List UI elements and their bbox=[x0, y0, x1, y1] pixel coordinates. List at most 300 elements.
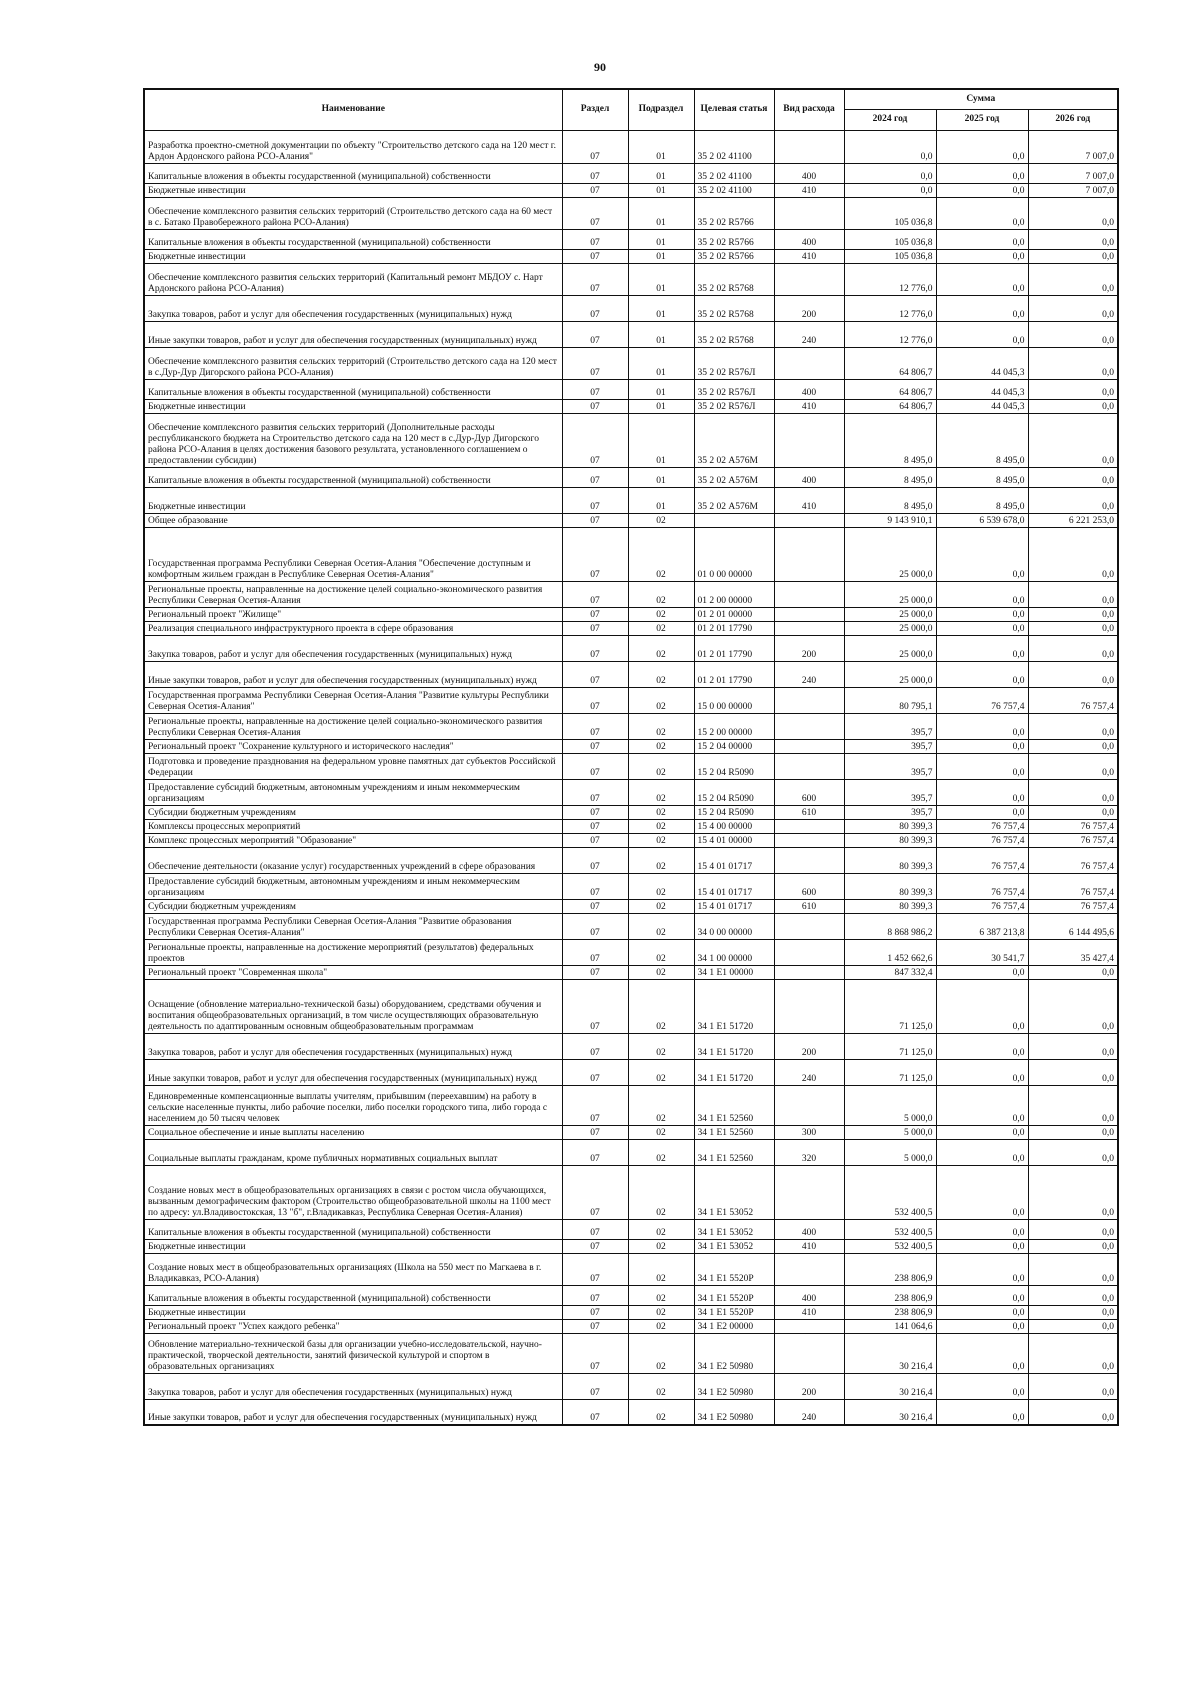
cell-sec: 07 bbox=[562, 805, 628, 819]
cell-y2024: 80 795,1 bbox=[844, 687, 936, 713]
cell-y2025: 76 757,4 bbox=[936, 687, 1028, 713]
cell-vr: 200 bbox=[774, 635, 844, 661]
cell-y2025: 0,0 bbox=[936, 527, 1028, 581]
table-row bbox=[144, 1059, 1118, 1085]
cell-sub: 02 bbox=[628, 1033, 694, 1059]
cell-sub: 02 bbox=[628, 1333, 694, 1373]
cell-sub: 02 bbox=[628, 713, 694, 739]
cell-sub: 02 bbox=[628, 527, 694, 581]
cell-y2025: 76 757,4 bbox=[936, 819, 1028, 833]
cell-sec: 07 bbox=[562, 635, 628, 661]
cell-y2026: 0,0 bbox=[1028, 1033, 1118, 1059]
table-row bbox=[144, 399, 1118, 413]
cell-sec: 07 bbox=[562, 939, 628, 965]
cell-y2024: 395,7 bbox=[844, 713, 936, 739]
cell-y2024: 30 216,4 bbox=[844, 1373, 936, 1399]
cell-y2024: 71 125,0 bbox=[844, 1059, 936, 1085]
cell-tgt: 35 2 02 А576М bbox=[694, 467, 774, 487]
cell-tgt: 01 0 00 00000 bbox=[694, 527, 774, 581]
cell-y2026: 0,0 bbox=[1028, 399, 1118, 413]
table-row bbox=[144, 413, 1118, 467]
cell-vr bbox=[774, 687, 844, 713]
cell-sec: 07 bbox=[562, 347, 628, 379]
cell-sub: 02 bbox=[628, 1059, 694, 1085]
cell-name: Региональный проект "Современная школа" bbox=[144, 965, 562, 979]
cell-y2024: 25 000,0 bbox=[844, 661, 936, 687]
cell-y2025: 6 539 678,0 bbox=[936, 513, 1028, 527]
cell-sec: 07 bbox=[562, 753, 628, 779]
cell-name: Капитальные вложения в объекты государственной (муниципальной) собственности bbox=[144, 163, 562, 183]
cell-name: Обеспечение комплексного развития сельских территорий (Строительство детского сада на 120 мест в с.Дур-Дур Дигорского района РСО-Алания) bbox=[144, 347, 562, 379]
cell-y2025: 0,0 bbox=[936, 183, 1028, 197]
cell-y2024: 238 806,9 bbox=[844, 1285, 936, 1305]
cell-y2025: 0,0 bbox=[936, 321, 1028, 347]
cell-name: Социальные выплаты гражданам, кроме публичных нормативных социальных выплат bbox=[144, 1139, 562, 1165]
cell-sec: 07 bbox=[562, 249, 628, 263]
cell-y2025: 0,0 bbox=[936, 805, 1028, 819]
cell-sec: 07 bbox=[562, 263, 628, 295]
cell-sec: 07 bbox=[562, 965, 628, 979]
cell-tgt: 34 1 00 00000 bbox=[694, 939, 774, 965]
cell-y2024: 12 776,0 bbox=[844, 295, 936, 321]
cell-vr bbox=[774, 527, 844, 581]
cell-sec: 07 bbox=[562, 687, 628, 713]
table-row bbox=[144, 661, 1118, 687]
cell-tgt: 35 2 02 R5768 bbox=[694, 295, 774, 321]
cell-sec: 07 bbox=[562, 130, 628, 163]
cell-y2024: 71 125,0 bbox=[844, 979, 936, 1033]
cell-name: Реализация специального инфраструктурного проекта в сфере образования bbox=[144, 621, 562, 635]
cell-y2026: 0,0 bbox=[1028, 1333, 1118, 1373]
cell-vr: 240 bbox=[774, 1399, 844, 1425]
cell-y2024: 30 216,4 bbox=[844, 1333, 936, 1373]
cell-name: Региональные проекты, направленные на достижение мероприятий (результатов) федеральных проектов bbox=[144, 939, 562, 965]
cell-y2025: 0,0 bbox=[936, 607, 1028, 621]
cell-vr: 600 bbox=[774, 779, 844, 805]
cell-y2026: 76 757,4 bbox=[1028, 899, 1118, 913]
table-row bbox=[144, 965, 1118, 979]
cell-vr bbox=[774, 1085, 844, 1125]
cell-y2026: 0,0 bbox=[1028, 635, 1118, 661]
cell-sec: 07 bbox=[562, 229, 628, 249]
header-subsection: Подраздел bbox=[628, 89, 694, 130]
cell-vr: 400 bbox=[774, 163, 844, 183]
cell-y2026: 7 007,0 bbox=[1028, 130, 1118, 163]
table-row bbox=[144, 899, 1118, 913]
cell-sub: 02 bbox=[628, 899, 694, 913]
header-section: Раздел bbox=[562, 89, 628, 130]
cell-y2024: 8 495,0 bbox=[844, 413, 936, 467]
cell-vr bbox=[774, 581, 844, 607]
table-row bbox=[144, 1125, 1118, 1139]
table-row bbox=[144, 1319, 1118, 1333]
cell-tgt: 15 2 04 00000 bbox=[694, 739, 774, 753]
cell-sub: 01 bbox=[628, 130, 694, 163]
cell-tgt: 15 4 01 01717 bbox=[694, 899, 774, 913]
cell-y2025: 0,0 bbox=[936, 1285, 1028, 1305]
table-row bbox=[144, 979, 1118, 1033]
cell-vr bbox=[774, 513, 844, 527]
cell-sub: 02 bbox=[628, 965, 694, 979]
cell-sec: 07 bbox=[562, 513, 628, 527]
cell-y2025: 0,0 bbox=[936, 1239, 1028, 1253]
table-row bbox=[144, 1253, 1118, 1285]
cell-name: Капитальные вложения в объекты государственной (муниципальной) собственности bbox=[144, 1219, 562, 1239]
cell-y2026: 0,0 bbox=[1028, 1399, 1118, 1425]
cell-sec: 07 bbox=[562, 819, 628, 833]
cell-y2024: 105 036,8 bbox=[844, 197, 936, 229]
cell-sub: 01 bbox=[628, 413, 694, 467]
table-header bbox=[144, 89, 1118, 130]
cell-name: Подготовка и проведение празднования на федеральном уровне памятных дат субъектов Российской Федерации bbox=[144, 753, 562, 779]
table-row bbox=[144, 249, 1118, 263]
table-row bbox=[144, 713, 1118, 739]
cell-name: Бюджетные инвестиции bbox=[144, 1305, 562, 1319]
cell-vr: 600 bbox=[774, 873, 844, 899]
cell-tgt: 35 2 02 R576Л bbox=[694, 347, 774, 379]
cell-name: Иные закупки товаров, работ и услуг для обеспечения государственных (муниципальных) нужд bbox=[144, 661, 562, 687]
cell-vr bbox=[774, 753, 844, 779]
cell-y2026: 0,0 bbox=[1028, 263, 1118, 295]
cell-name: Бюджетные инвестиции bbox=[144, 249, 562, 263]
cell-name: Создание новых мест в общеобразовательных организациях (Школа на 550 мест по Магкаева в г. Владикавказ, РСО-Алания) bbox=[144, 1253, 562, 1285]
cell-tgt: 34 1 E1 51720 bbox=[694, 1033, 774, 1059]
cell-sub: 02 bbox=[628, 1239, 694, 1253]
cell-y2026: 0,0 bbox=[1028, 379, 1118, 399]
cell-sub: 02 bbox=[628, 819, 694, 833]
cell-y2025: 8 495,0 bbox=[936, 467, 1028, 487]
cell-sub: 02 bbox=[628, 1285, 694, 1305]
cell-vr bbox=[774, 1253, 844, 1285]
cell-name: Капитальные вложения в объекты государственной (муниципальной) собственности bbox=[144, 229, 562, 249]
cell-y2026: 76 757,4 bbox=[1028, 847, 1118, 873]
cell-sub: 01 bbox=[628, 197, 694, 229]
cell-vr: 200 bbox=[774, 295, 844, 321]
table-row bbox=[144, 1399, 1118, 1425]
table-row bbox=[144, 229, 1118, 249]
cell-y2025: 0,0 bbox=[936, 779, 1028, 805]
cell-y2026: 0,0 bbox=[1028, 249, 1118, 263]
cell-y2026: 0,0 bbox=[1028, 779, 1118, 805]
cell-sub: 02 bbox=[628, 779, 694, 805]
cell-sub: 02 bbox=[628, 1219, 694, 1239]
cell-y2024: 532 400,5 bbox=[844, 1219, 936, 1239]
cell-y2024: 395,7 bbox=[844, 805, 936, 819]
cell-vr bbox=[774, 347, 844, 379]
cell-tgt: 35 2 02 R576Л bbox=[694, 379, 774, 399]
cell-y2026: 6 144 495,6 bbox=[1028, 913, 1118, 939]
cell-name: Создание новых мест в общеобразовательных организациях в связи с ростом числа обучающихся, вызванным демографическим фактором (Строительство общеобразовательной школы на 1100 мест по адресу: ул.Владивостокская, 13 "б", г.Владикавказ, Республика Северная Осетия-Алания) bbox=[144, 1165, 562, 1219]
cell-y2026: 0,0 bbox=[1028, 1059, 1118, 1085]
cell-vr: 410 bbox=[774, 1239, 844, 1253]
cell-tgt: 15 2 04 R5090 bbox=[694, 805, 774, 819]
table-row bbox=[144, 1085, 1118, 1125]
cell-sub: 01 bbox=[628, 399, 694, 413]
cell-tgt: 15 4 00 00000 bbox=[694, 819, 774, 833]
cell-y2025: 8 495,0 bbox=[936, 487, 1028, 513]
cell-name: Обеспечение комплексного развития сельских территорий (Капитальный ремонт МБДОУ с. Нарт Ардонского района РСО-Алания) bbox=[144, 263, 562, 295]
cell-y2026: 0,0 bbox=[1028, 713, 1118, 739]
cell-sub: 01 bbox=[628, 263, 694, 295]
table-row bbox=[144, 1305, 1118, 1319]
cell-y2026: 0,0 bbox=[1028, 753, 1118, 779]
cell-sub: 02 bbox=[628, 805, 694, 819]
cell-y2026: 0,0 bbox=[1028, 965, 1118, 979]
cell-sec: 07 bbox=[562, 163, 628, 183]
cell-y2026: 76 757,4 bbox=[1028, 833, 1118, 847]
table-row bbox=[144, 1033, 1118, 1059]
cell-y2026: 0,0 bbox=[1028, 295, 1118, 321]
cell-y2026: 0,0 bbox=[1028, 1139, 1118, 1165]
cell-y2026: 0,0 bbox=[1028, 805, 1118, 819]
cell-vr bbox=[774, 621, 844, 635]
cell-y2024: 25 000,0 bbox=[844, 607, 936, 621]
cell-tgt: 34 1 E1 5520P bbox=[694, 1253, 774, 1285]
cell-sub: 02 bbox=[628, 833, 694, 847]
cell-y2026: 0,0 bbox=[1028, 413, 1118, 467]
cell-sub: 02 bbox=[628, 847, 694, 873]
cell-y2025: 0,0 bbox=[936, 1399, 1028, 1425]
cell-y2025: 76 757,4 bbox=[936, 833, 1028, 847]
table-row bbox=[144, 621, 1118, 635]
cell-y2026: 0,0 bbox=[1028, 321, 1118, 347]
cell-name: Региональные проекты, направленные на достижение целей социально-экономического развития Республики Северная Осетия-Алания bbox=[144, 713, 562, 739]
cell-sec: 07 bbox=[562, 581, 628, 607]
cell-sub: 02 bbox=[628, 939, 694, 965]
cell-tgt: 35 2 02 R576Л bbox=[694, 399, 774, 413]
cell-y2025: 0,0 bbox=[936, 1253, 1028, 1285]
cell-name: Разработка проектно-сметной документации по объекту "Строительство детского сада на 120 мест г. Ардон Ардонского района РСО-Алания" bbox=[144, 130, 562, 163]
table-row bbox=[144, 1219, 1118, 1239]
header-year-2025: 2025 год bbox=[936, 109, 1028, 130]
cell-tgt: 01 2 01 17790 bbox=[694, 635, 774, 661]
cell-sub: 02 bbox=[628, 739, 694, 753]
table-row bbox=[144, 1165, 1118, 1219]
cell-tgt: 35 2 02 А576М bbox=[694, 487, 774, 513]
cell-y2024: 105 036,8 bbox=[844, 249, 936, 263]
cell-y2024: 847 332,4 bbox=[844, 965, 936, 979]
cell-tgt: 35 2 02 А576М bbox=[694, 413, 774, 467]
cell-y2025: 0,0 bbox=[936, 1165, 1028, 1219]
cell-sec: 07 bbox=[562, 739, 628, 753]
cell-y2026: 35 427,4 bbox=[1028, 939, 1118, 965]
cell-y2024: 64 806,7 bbox=[844, 379, 936, 399]
cell-name: Предоставление субсидий бюджетным, автономным учреждениям и иным некоммерческим организациям bbox=[144, 873, 562, 899]
cell-y2025: 6 387 213,8 bbox=[936, 913, 1028, 939]
cell-sec: 07 bbox=[562, 1285, 628, 1305]
cell-y2026: 0,0 bbox=[1028, 1165, 1118, 1219]
cell-tgt: 15 0 00 00000 bbox=[694, 687, 774, 713]
cell-y2026: 0,0 bbox=[1028, 1319, 1118, 1333]
cell-sub: 02 bbox=[628, 687, 694, 713]
table-row bbox=[144, 1139, 1118, 1165]
cell-sub: 02 bbox=[628, 1373, 694, 1399]
cell-y2026: 7 007,0 bbox=[1028, 183, 1118, 197]
cell-sec: 07 bbox=[562, 979, 628, 1033]
cell-y2024: 12 776,0 bbox=[844, 321, 936, 347]
header-target: Целевая статья bbox=[694, 89, 774, 130]
cell-sub: 02 bbox=[628, 913, 694, 939]
cell-sec: 07 bbox=[562, 1239, 628, 1253]
cell-name: Предоставление субсидий бюджетным, автономным учреждениям и иным некоммерческим организациям bbox=[144, 779, 562, 805]
cell-sec: 07 bbox=[562, 1333, 628, 1373]
table-row bbox=[144, 467, 1118, 487]
table-row bbox=[144, 581, 1118, 607]
cell-y2024: 395,7 bbox=[844, 779, 936, 805]
cell-tgt: 15 4 01 01717 bbox=[694, 873, 774, 899]
cell-y2026: 0,0 bbox=[1028, 1253, 1118, 1285]
cell-sec: 07 bbox=[562, 467, 628, 487]
cell-sub: 02 bbox=[628, 753, 694, 779]
cell-sub: 01 bbox=[628, 295, 694, 321]
cell-vr: 240 bbox=[774, 321, 844, 347]
cell-sec: 07 bbox=[562, 413, 628, 467]
cell-sub: 01 bbox=[628, 379, 694, 399]
cell-sec: 07 bbox=[562, 183, 628, 197]
cell-tgt: 34 1 E1 51720 bbox=[694, 1059, 774, 1085]
cell-tgt: 34 1 E1 00000 bbox=[694, 965, 774, 979]
cell-sub: 02 bbox=[628, 1319, 694, 1333]
cell-tgt: 35 2 02 R5766 bbox=[694, 249, 774, 263]
table-row bbox=[144, 1285, 1118, 1305]
cell-sub: 02 bbox=[628, 607, 694, 621]
cell-sec: 07 bbox=[562, 487, 628, 513]
cell-vr bbox=[774, 819, 844, 833]
table-body bbox=[144, 130, 1118, 1425]
cell-tgt bbox=[694, 513, 774, 527]
cell-y2025: 0,0 bbox=[936, 635, 1028, 661]
table-row bbox=[144, 379, 1118, 399]
cell-y2024: 12 776,0 bbox=[844, 263, 936, 295]
cell-y2024: 5 000,0 bbox=[844, 1125, 936, 1139]
cell-sub: 02 bbox=[628, 661, 694, 687]
cell-sec: 07 bbox=[562, 899, 628, 913]
cell-sec: 07 bbox=[562, 1165, 628, 1219]
table-row bbox=[144, 847, 1118, 873]
cell-name: Субсидии бюджетным учреждениям bbox=[144, 805, 562, 819]
cell-y2026: 0,0 bbox=[1028, 1373, 1118, 1399]
cell-y2024: 71 125,0 bbox=[844, 1033, 936, 1059]
cell-y2024: 0,0 bbox=[844, 183, 936, 197]
cell-vr: 410 bbox=[774, 1305, 844, 1319]
cell-vr: 610 bbox=[774, 899, 844, 913]
cell-y2024: 141 064,6 bbox=[844, 1319, 936, 1333]
cell-sec: 07 bbox=[562, 713, 628, 739]
cell-sub: 01 bbox=[628, 229, 694, 249]
cell-name: Субсидии бюджетным учреждениям bbox=[144, 899, 562, 913]
cell-sub: 02 bbox=[628, 513, 694, 527]
cell-sub: 02 bbox=[628, 1165, 694, 1219]
cell-tgt: 01 2 01 00000 bbox=[694, 607, 774, 621]
cell-sub: 02 bbox=[628, 1399, 694, 1425]
cell-sec: 07 bbox=[562, 1033, 628, 1059]
cell-y2026: 0,0 bbox=[1028, 229, 1118, 249]
cell-name: Государственная программа Республики Северная Осетия-Алания "Обеспечение доступным и комфортным жильем граждан в Республике Северная Осетия-Алания" bbox=[144, 527, 562, 581]
cell-y2025: 8 495,0 bbox=[936, 413, 1028, 467]
cell-y2025: 0,0 bbox=[936, 965, 1028, 979]
cell-y2025: 0,0 bbox=[936, 197, 1028, 229]
table-row bbox=[144, 753, 1118, 779]
cell-sec: 07 bbox=[562, 873, 628, 899]
cell-sec: 07 bbox=[562, 1219, 628, 1239]
cell-sub: 01 bbox=[628, 321, 694, 347]
cell-y2026: 0,0 bbox=[1028, 1305, 1118, 1319]
cell-vr bbox=[774, 833, 844, 847]
cell-y2024: 8 868 986,2 bbox=[844, 913, 936, 939]
cell-sec: 07 bbox=[562, 1253, 628, 1285]
header-year-2024: 2024 год bbox=[844, 109, 936, 130]
table-row bbox=[144, 1373, 1118, 1399]
cell-tgt: 15 2 04 R5090 bbox=[694, 753, 774, 779]
cell-sec: 07 bbox=[562, 1139, 628, 1165]
cell-sec: 07 bbox=[562, 295, 628, 321]
cell-y2025: 0,0 bbox=[936, 130, 1028, 163]
cell-y2025: 0,0 bbox=[936, 1319, 1028, 1333]
cell-y2026: 0,0 bbox=[1028, 467, 1118, 487]
cell-sub: 02 bbox=[628, 979, 694, 1033]
table-row bbox=[144, 513, 1118, 527]
cell-y2026: 0,0 bbox=[1028, 607, 1118, 621]
cell-tgt: 34 1 E1 51720 bbox=[694, 979, 774, 1033]
cell-vr: 300 bbox=[774, 1125, 844, 1139]
cell-y2025: 44 045,3 bbox=[936, 399, 1028, 413]
cell-tgt: 34 1 E1 53052 bbox=[694, 1219, 774, 1239]
cell-y2026: 0,0 bbox=[1028, 581, 1118, 607]
cell-y2026: 0,0 bbox=[1028, 621, 1118, 635]
cell-tgt: 34 1 E1 52560 bbox=[694, 1139, 774, 1165]
cell-sec: 07 bbox=[562, 1305, 628, 1319]
cell-y2024: 0,0 bbox=[844, 130, 936, 163]
table-row bbox=[144, 163, 1118, 183]
cell-y2026: 0,0 bbox=[1028, 347, 1118, 379]
table-row bbox=[144, 183, 1118, 197]
table-row bbox=[144, 779, 1118, 805]
cell-y2025: 0,0 bbox=[936, 1125, 1028, 1139]
cell-tgt: 34 1 E2 50980 bbox=[694, 1373, 774, 1399]
cell-y2024: 0,0 bbox=[844, 163, 936, 183]
cell-y2026: 6 221 253,0 bbox=[1028, 513, 1118, 527]
cell-sub: 02 bbox=[628, 873, 694, 899]
cell-vr bbox=[774, 1319, 844, 1333]
cell-tgt: 34 1 E1 53052 bbox=[694, 1165, 774, 1219]
cell-vr bbox=[774, 739, 844, 753]
cell-sub: 02 bbox=[628, 1125, 694, 1139]
cell-vr bbox=[774, 939, 844, 965]
cell-y2026: 0,0 bbox=[1028, 1085, 1118, 1125]
cell-sec: 07 bbox=[562, 379, 628, 399]
cell-tgt: 34 1 E2 50980 bbox=[694, 1333, 774, 1373]
cell-sec: 07 bbox=[562, 1085, 628, 1125]
cell-sec: 07 bbox=[562, 621, 628, 635]
cell-y2024: 238 806,9 bbox=[844, 1253, 936, 1285]
cell-name: Обновление материально-технической базы для организации учебно-исследовательской, научно-практической, творческой деятельности, занятий физической культурой и спортом в образовательных организациях bbox=[144, 1333, 562, 1373]
cell-sec: 07 bbox=[562, 399, 628, 413]
table-row bbox=[144, 687, 1118, 713]
cell-vr: 410 bbox=[774, 487, 844, 513]
cell-y2025: 0,0 bbox=[936, 1219, 1028, 1239]
cell-name: Обеспечение деятельности (оказание услуг) государственных учреждений в сфере образования bbox=[144, 847, 562, 873]
cell-sub: 02 bbox=[628, 1085, 694, 1125]
cell-name: Социальное обеспечение и иные выплаты населению bbox=[144, 1125, 562, 1139]
cell-vr bbox=[774, 913, 844, 939]
cell-sec: 07 bbox=[562, 1125, 628, 1139]
cell-y2024: 80 399,3 bbox=[844, 833, 936, 847]
cell-tgt: 34 1 E1 52560 bbox=[694, 1085, 774, 1125]
cell-y2024: 395,7 bbox=[844, 739, 936, 753]
cell-sec: 07 bbox=[562, 779, 628, 805]
cell-y2024: 8 495,0 bbox=[844, 467, 936, 487]
cell-name: Единовременные компенсационные выплаты учителям, прибывшим (переехавшим) на работу в сельские населенные пункты, либо рабочие поселки, либо поселки городского типа, либо города с населением до 50 тысяч человек bbox=[144, 1085, 562, 1125]
